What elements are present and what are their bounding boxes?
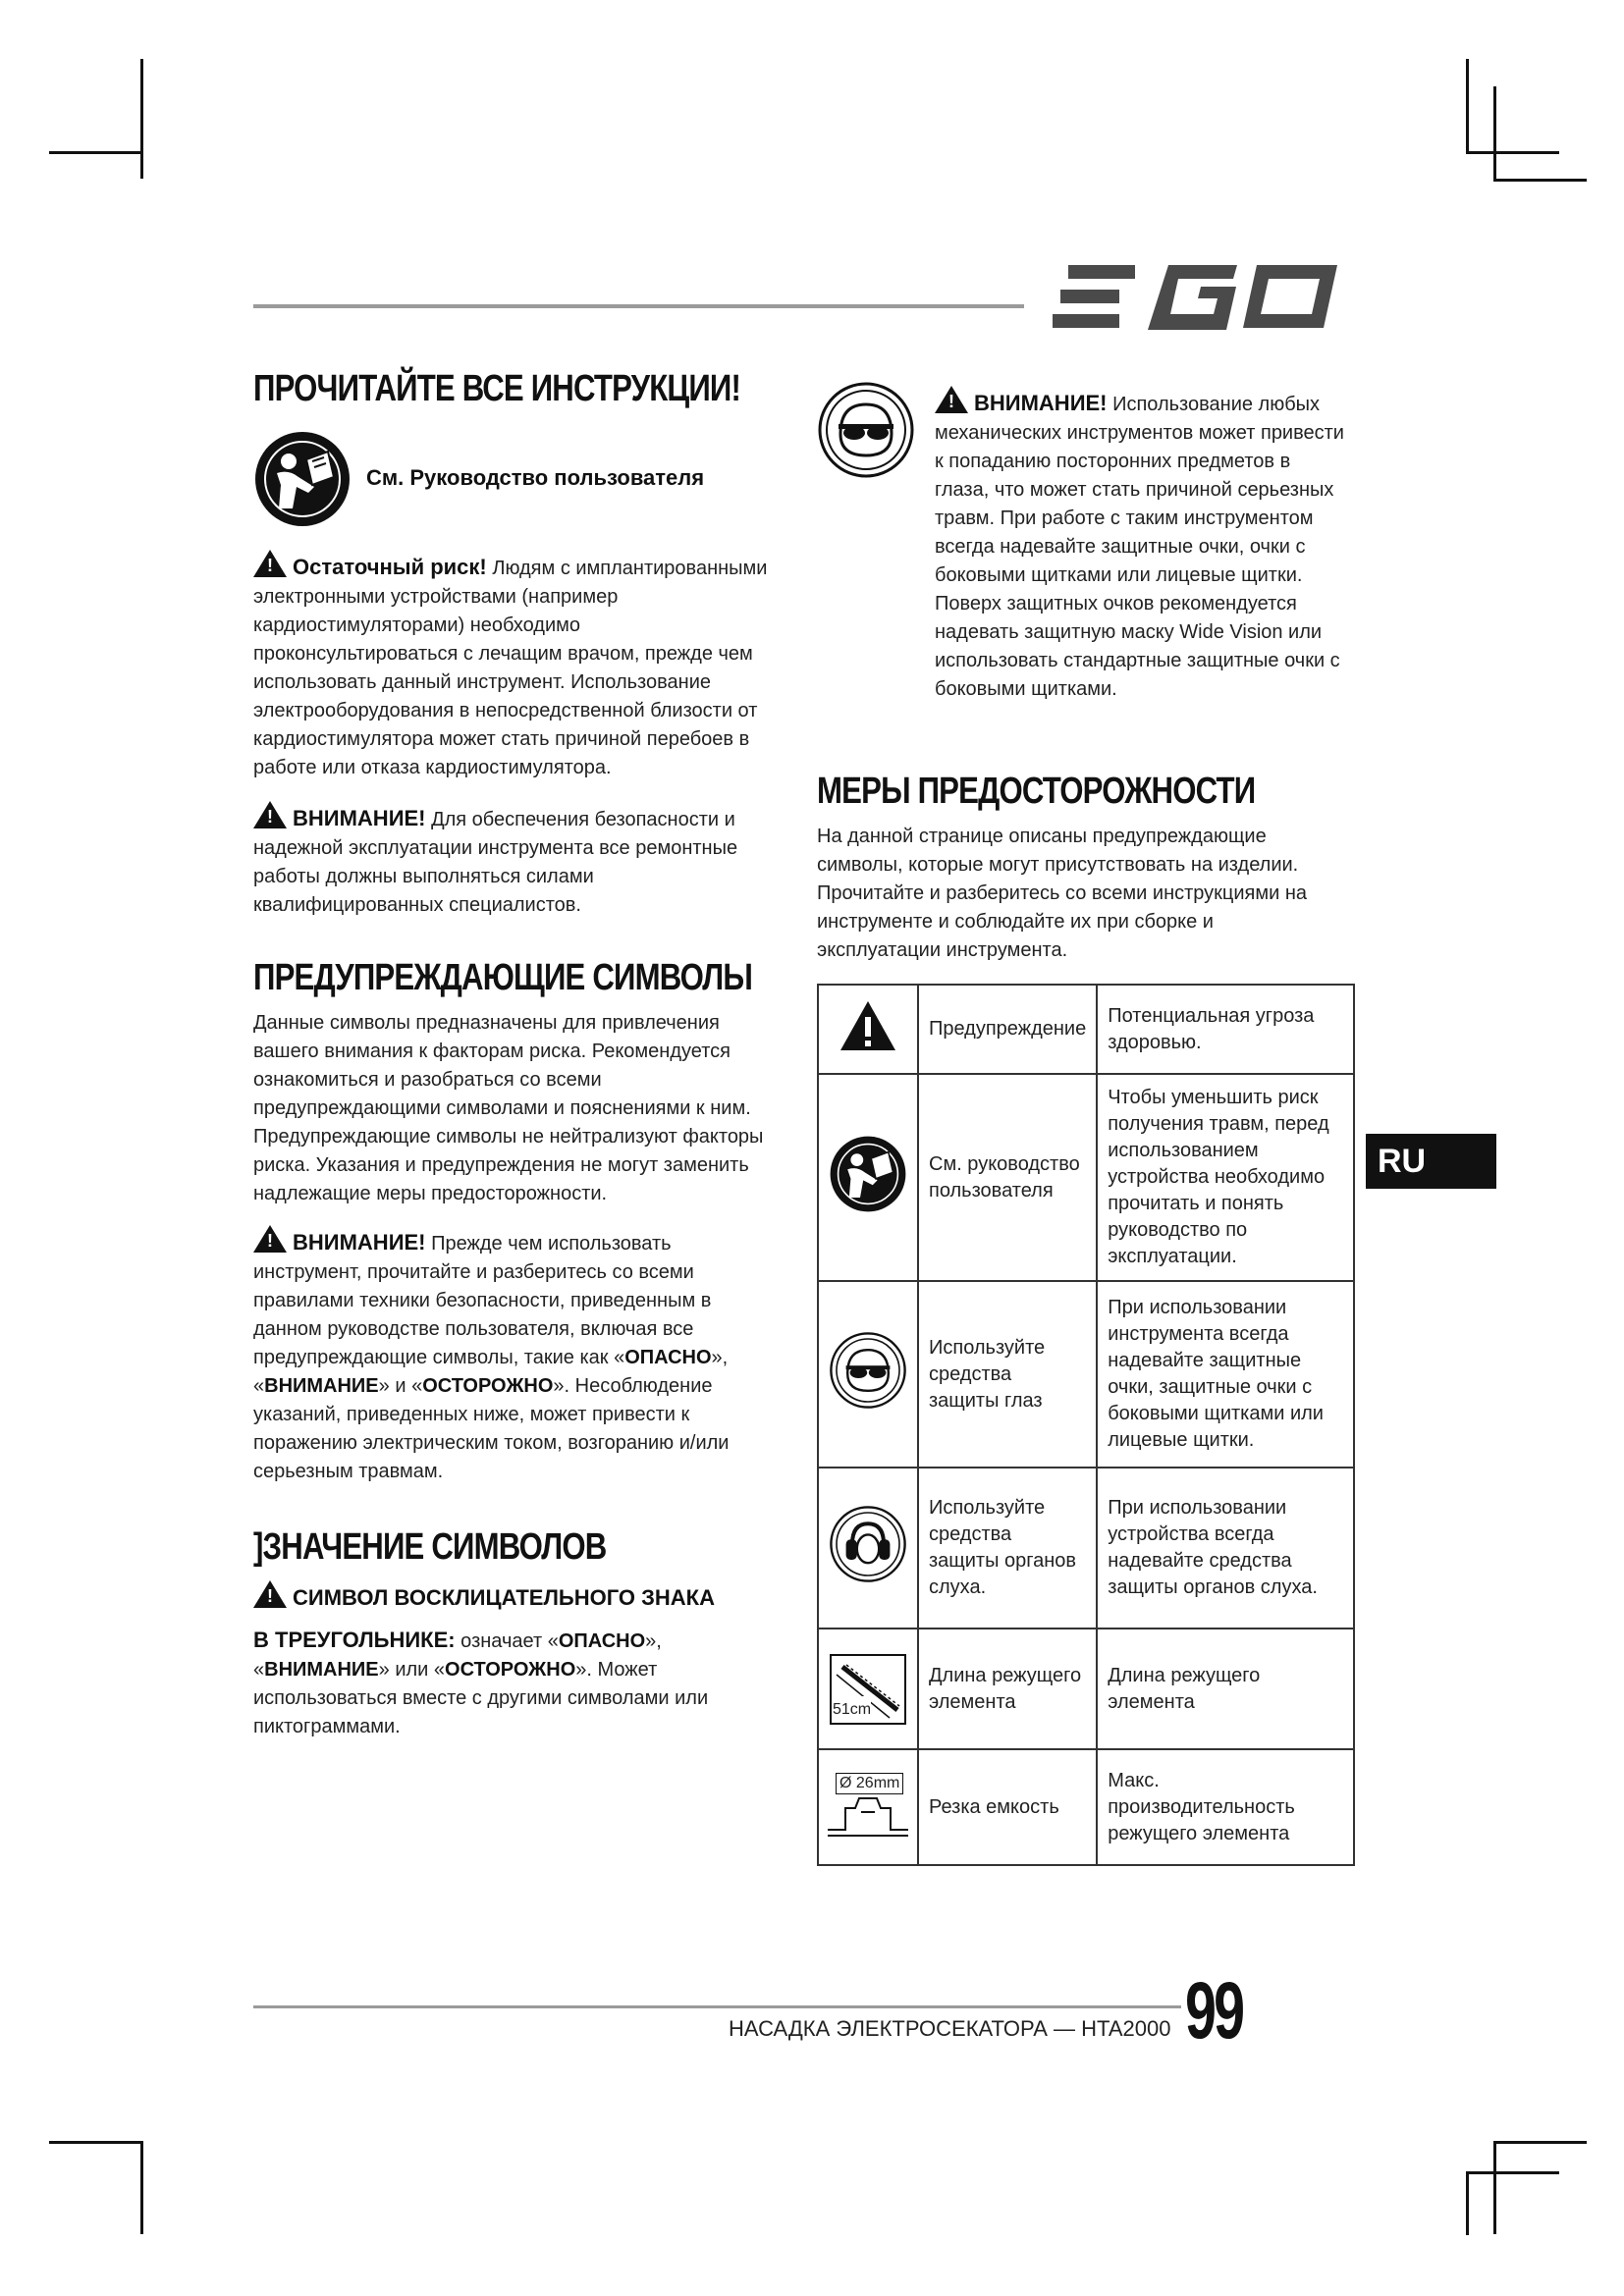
symbol-cell xyxy=(818,1074,918,1281)
cutting-capacity-value: Ø 26mm xyxy=(836,1773,903,1794)
separator: » и « xyxy=(378,1375,423,1397)
word-attention: ВНИМАНИЕ xyxy=(264,1375,379,1397)
warning-triangle-icon xyxy=(253,1225,287,1253)
word-caution: ОСТОРОЖНО xyxy=(422,1375,554,1397)
precautions-intro: На данной странице описаны предупреждающие символы, которые могут присутствовать на изделии. Прочитайте и разберитесь со всеми инструкциями на инструменте и соблюдайте их при сборке и эксплуатации инструмента. xyxy=(817,826,1308,961)
attention-text: Использование любых механических инструментов может привести к попаданию посторонних предметов в глаза, что может стать причиной серьезных травм. При работе с таким инструментом всегда надевайте защитные очки, очки с боковыми щитками или лицевые щитки. Поверх защитных очков рекомендуется надевать защитную маску Wide Vision или использовать стандартные защитные очки с боковыми щитками. xyxy=(935,394,1344,700)
symbol-label: См. руководство пользователя xyxy=(918,1074,1097,1281)
symbol-description: Длина режущего элемента xyxy=(1097,1629,1354,1749)
safety-glasses-icon xyxy=(829,1331,907,1410)
symbol-description: Макс. производительность режущего элемента xyxy=(1097,1749,1354,1865)
exclamation-symbol-heading xyxy=(253,1580,715,1611)
symbol-text-a: означает « xyxy=(460,1630,559,1652)
heading-warning-symbols: ПРЕДУПРЕЖДАЮЩИЕ СИМВОЛЫ xyxy=(253,957,753,998)
symbol-cell xyxy=(818,1281,918,1468)
crop-mark xyxy=(140,2141,143,2234)
safety-glasses-icon xyxy=(817,381,915,479)
warning-triangle-icon xyxy=(935,386,968,413)
crop-mark xyxy=(1466,59,1469,152)
word-caution: ОСТОРОЖНО xyxy=(445,1659,576,1681)
manual-symbol xyxy=(253,430,352,528)
symbols-table xyxy=(817,984,1355,1866)
symbol-heading-text: СИМВОЛ ВОСКЛИЦАТЕЛЬНОГО ЗНАКА xyxy=(293,1585,715,1610)
heading-precautions: МЕРЫ ПРЕДОСТОРОЖНОСТИ xyxy=(817,771,1256,812)
symbol-cell xyxy=(818,1629,918,1749)
attention-heading: ВНИМАНИЕ! xyxy=(974,391,1108,415)
symbol-label: Резка емкость xyxy=(918,1749,1097,1865)
symbol-description: Потенциальная угроза здоровью. xyxy=(1097,985,1354,1074)
heading-symbol-meaning: ]ЗНАЧЕНИЕ СИМВОЛОВ xyxy=(253,1526,607,1568)
residual-risk-block xyxy=(253,550,784,782)
crop-mark xyxy=(49,151,142,154)
symbol-label: Используйте средства защиты глаз xyxy=(918,1281,1097,1468)
warning-triangle-icon xyxy=(839,999,897,1052)
crop-mark xyxy=(1466,2171,1469,2235)
crop-mark xyxy=(140,59,143,179)
symbol-description: При использовании устройства всегда надевайте средства защиты органов слуха. xyxy=(1097,1468,1354,1629)
blade-length-value: 51cm xyxy=(833,1696,871,1723)
ego-logo-icon xyxy=(1051,259,1345,334)
warning-triangle-icon xyxy=(253,801,287,828)
table-row xyxy=(818,1468,1354,1629)
exclamation-symbol-text xyxy=(253,1626,764,1741)
header-rule xyxy=(253,304,1024,308)
attention-heading: ВНИМАНИЕ! xyxy=(293,806,426,830)
brand-logo xyxy=(1051,257,1345,354)
ear-protection-icon xyxy=(829,1505,907,1583)
table-row xyxy=(818,1281,1354,1468)
blade-length-icon xyxy=(829,1653,907,1726)
footer-title: НАСАДКА ЭЛЕКТРОСЕКАТОРА — HTA2000 xyxy=(729,2016,1171,2041)
cutting-capacity-icon xyxy=(826,1773,910,1842)
symbol-cell xyxy=(818,1749,918,1865)
residual-risk-heading: Остаточный риск! xyxy=(293,555,487,579)
attention-block-1 xyxy=(253,801,784,920)
symbol-description: При использовании инструмента всегда надевайте защитные очки, защитные очки с боковыми щитками или лицевые щитки. xyxy=(1097,1281,1354,1468)
table-row xyxy=(818,1629,1354,1749)
symbol-cell xyxy=(818,985,918,1074)
warning-triangle-icon xyxy=(253,550,287,577)
separator: », « xyxy=(253,1630,662,1681)
crop-mark xyxy=(1466,2171,1559,2174)
symbol-label: Используйте средства защиты органов слуха. xyxy=(918,1468,1097,1629)
footer-rule xyxy=(253,2005,1181,2008)
table-row xyxy=(818,1074,1354,1281)
word-danger: ОПАСНО xyxy=(558,1630,646,1652)
language-tab: RU xyxy=(1366,1134,1496,1189)
crop-mark xyxy=(1493,2141,1587,2144)
residual-risk-text: Людям с имплантированными электронными устройствами (например кардиостимуляторами) необходимо проконсультироваться с лечащим врачом, прежде чем использовать данный инструмент. Использование электрооборудования в непосредственной близости от кардиостимулятора может стать причиной перебоев в работе или отказа кардиостимулятора. xyxy=(253,558,768,778)
symbol-cell xyxy=(818,1468,918,1629)
manual-caption: См. Руководство пользователя xyxy=(366,465,705,490)
separator: », « xyxy=(253,1347,729,1397)
read-manual-icon xyxy=(253,430,352,528)
attention-block-2 xyxy=(253,1225,784,1486)
eye-attention-block xyxy=(935,386,1347,704)
symbol-heading-2: В ТРЕУГОЛЬНИКЕ: xyxy=(253,1628,456,1652)
table-row xyxy=(818,1749,1354,1865)
word-danger: ОПАСНО xyxy=(624,1347,712,1368)
eye-protection-symbol xyxy=(817,381,915,479)
heading-read-all: ПРОЧИТАЙТЕ ВСЕ ИНСТРУКЦИИ! xyxy=(253,368,741,409)
attention-text-b: ». Несоблюдение указаний, приведенных ниже, может привести к поражению электрическим током, возгоранию и/или серьезным травмам. xyxy=(253,1375,730,1482)
separator: » или « xyxy=(378,1659,446,1681)
attention-text-a: Прежде чем использовать инструмент, прочитайте и разберитесь со всеми правилами техники безопасности, приведенным в данном руководстве пользователя, включая все предупреждающие символы, такие как « xyxy=(253,1233,712,1368)
symbol-label: Предупреждение xyxy=(918,985,1097,1074)
symbol-text-b: ». Может использоваться вместе с другими символами или пиктограммами. xyxy=(253,1659,709,1737)
attention-heading: ВНИМАНИЕ! xyxy=(293,1230,426,1255)
crop-mark xyxy=(49,2141,142,2144)
page-number: 99 xyxy=(1185,1966,1243,2056)
crop-mark xyxy=(1493,179,1587,182)
symbol-description: Чтобы уменьшить риск получения травм, перед использованием устройства необходимо прочитать и понять руководство по эксплуатации. xyxy=(1097,1074,1354,1281)
word-attention: ВНИМАНИЕ xyxy=(264,1659,379,1681)
warning-triangle-icon xyxy=(253,1580,287,1608)
crop-mark xyxy=(1493,2141,1496,2234)
symbols-intro: Данные символы предназначены для привлечения вашего внимания к факторам риска. Рекомендуется ознакомиться и разобраться со всеми предупреждающими символами и пояснениями к ним. Предупреждающие символы не нейтрализуют факторы риска. Указания и предупреждения не могут заменить надлежащие меры предосторожности. xyxy=(253,1012,764,1204)
attention-text: Для обеспечения безопасности и надежной эксплуатации инструмента все ремонтные работы должны выполняться силами квалифицированных специалистов. xyxy=(253,809,738,916)
crop-mark xyxy=(1493,86,1496,180)
table-row xyxy=(818,985,1354,1074)
symbol-label: Длина режущего элемента xyxy=(918,1629,1097,1749)
read-manual-icon xyxy=(829,1135,907,1213)
crop-mark xyxy=(1466,151,1559,154)
